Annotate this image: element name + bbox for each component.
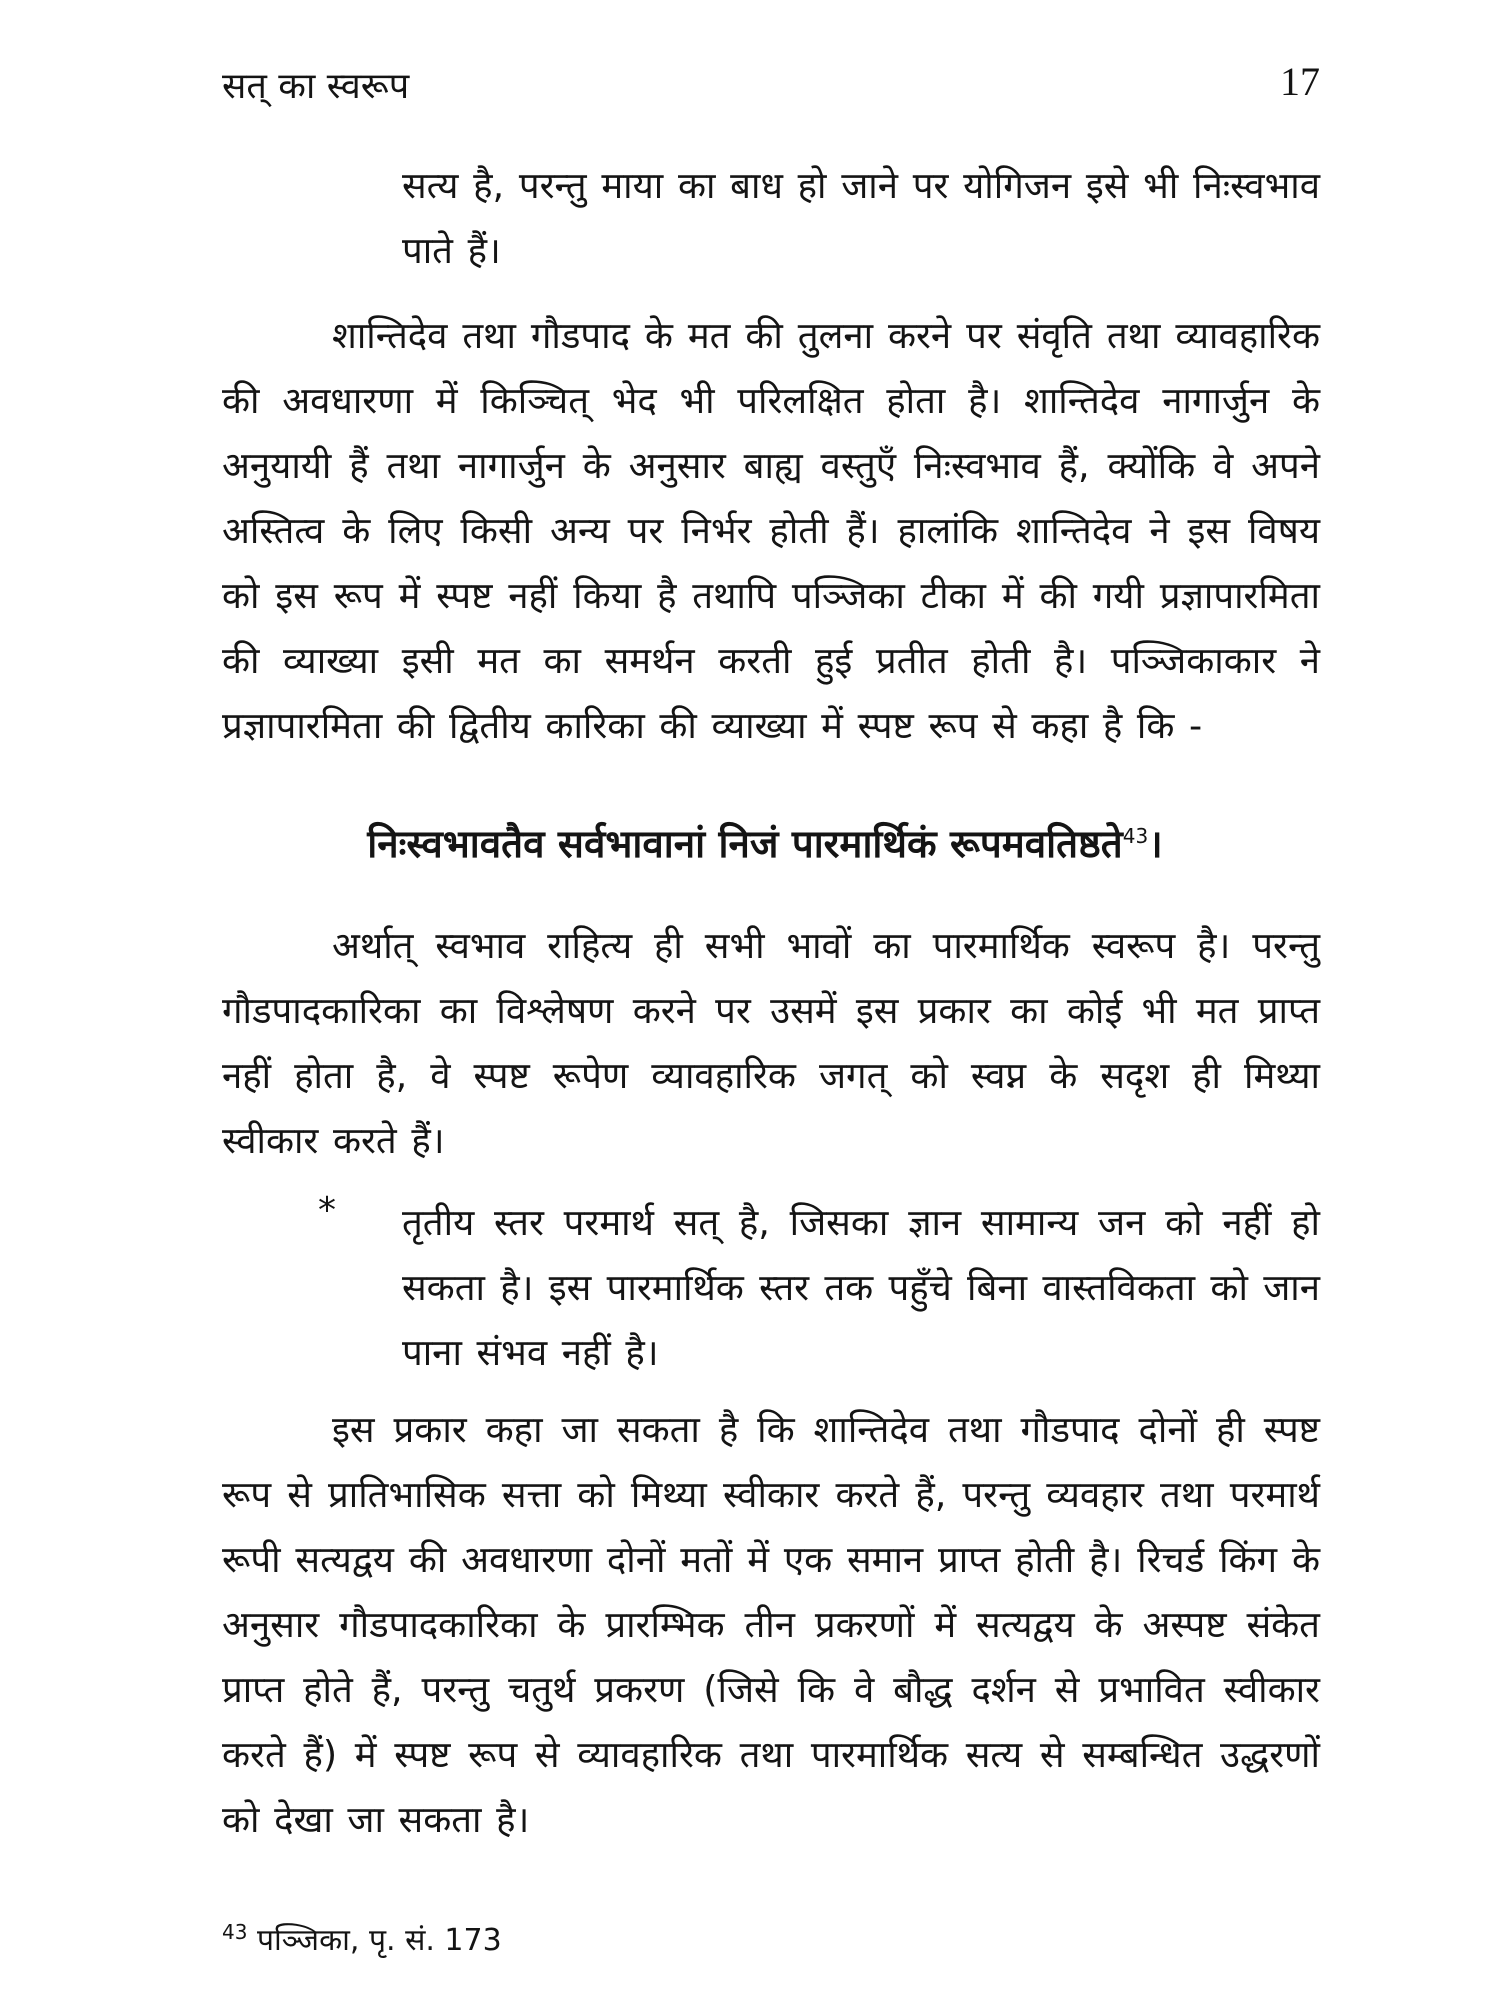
paragraph-arthat: अर्थात् स्वभाव राहित्य ही सभी भावों का पारमार्थिक स्वरूप है। परन्तु गौडपादकारिका का विश्लेषण करने पर उसमें इस प्रकार का कोई भी मत प्राप्त नहीं होता है, वे स्पष्ट रूपेण व्यावहारिक जगत् को स्वप्न के सदृश ही मिथ्या स्वीकार करते हैं। xyxy=(222,924,1320,1162)
quote-footnote-ref: 43 xyxy=(1122,824,1149,849)
page-number: 17 xyxy=(1280,59,1320,104)
footnote-text: पञ्जिका, पृ. सं. 173 xyxy=(257,1923,502,1958)
footnote xyxy=(222,1918,502,1959)
quote-text: निःस्वभावतैव सर्वभावानां निजं पारमार्थिकं रूपमवतिष्ठते xyxy=(367,822,1123,867)
bullet-marker: * xyxy=(318,1190,336,1231)
paragraph-shantideva-gaudapada: शान्तिदेव तथा गौडपाद के मत की तुलना करने पर संवृति तथा व्यावहारिक की अवधारणा में किञ्चित् भेद भी परिलक्षित होता है। शान्तिदेव नागार्जुन के अनुयायी हैं तथा नागार्जुन के अनुसार बाह्य वस्तुएँ निःस्वभाव हैं, क्योंकि वे अपने अस्तित्व के लिए किसी अन्य पर निर्भर होती हैं। हालांकि शान्तिदेव ने इस विषय को इस रूप में स्पष्ट नहीं किया है तथापि पञ्जिका टीका में की गयी प्रज्ञापारमिता की व्याख्या इसी मत का समर्थन करती हुई प्रतीत होती है। पञ्जिकाकार ने प्रज्ञापारमिता की द्वितीय कारिका की व्याख्या में स्पष्ट रूप से कहा है कि - xyxy=(222,314,1320,747)
running-title: सत् का स्वरूप xyxy=(222,66,410,107)
paragraph-conclusion: इस प्रकार कहा जा सकता है कि शान्तिदेव तथा गौडपाद दोनों ही स्पष्ट रूप से प्रातिभासिक सत्ता को मिथ्या स्वीकार करते हैं, परन्तु व्यवहार तथा परमार्थ रूपी सत्यद्वय की अवधारणा दोनों मतों में एक समान प्राप्त होती है। रिचर्ड किंग के अनुसार गौडपादकारिका के प्रारम्भिक तीन प्रकरणों में सत्यद्वय के अस्पष्ट संकेत प्राप्त होते हैं, परन्तु चतुर्थ प्रकरण (जिसे कि वे बौद्ध दर्शन से प्रभावित स्वीकार करते हैं) में स्पष्ट रूप से व्यावहारिक तथा पारमार्थिक सत्य से सम्बन्धित उद्धरणों को देखा जा सकता है। xyxy=(222,1408,1320,1841)
bullet-paragraph: तृतीय स्तर परमार्थ सत् है, जिसका ज्ञान सामान्य जन को नहीं हो सकता है। इस पारमार्थिक स्तर तक पहुँचे बिना वास्तविकता को जान पाना संभव नहीं है। xyxy=(402,1201,1320,1374)
footnote-number: 43 xyxy=(222,1920,248,1944)
quote-danda: । xyxy=(1148,822,1163,867)
sanskrit-quote xyxy=(210,817,1320,869)
paragraph-continued: सत्य है, परन्तु माया का बाध हो जाने पर योगिजन इसे भी निःस्वभाव पाते हैं। xyxy=(402,164,1320,272)
